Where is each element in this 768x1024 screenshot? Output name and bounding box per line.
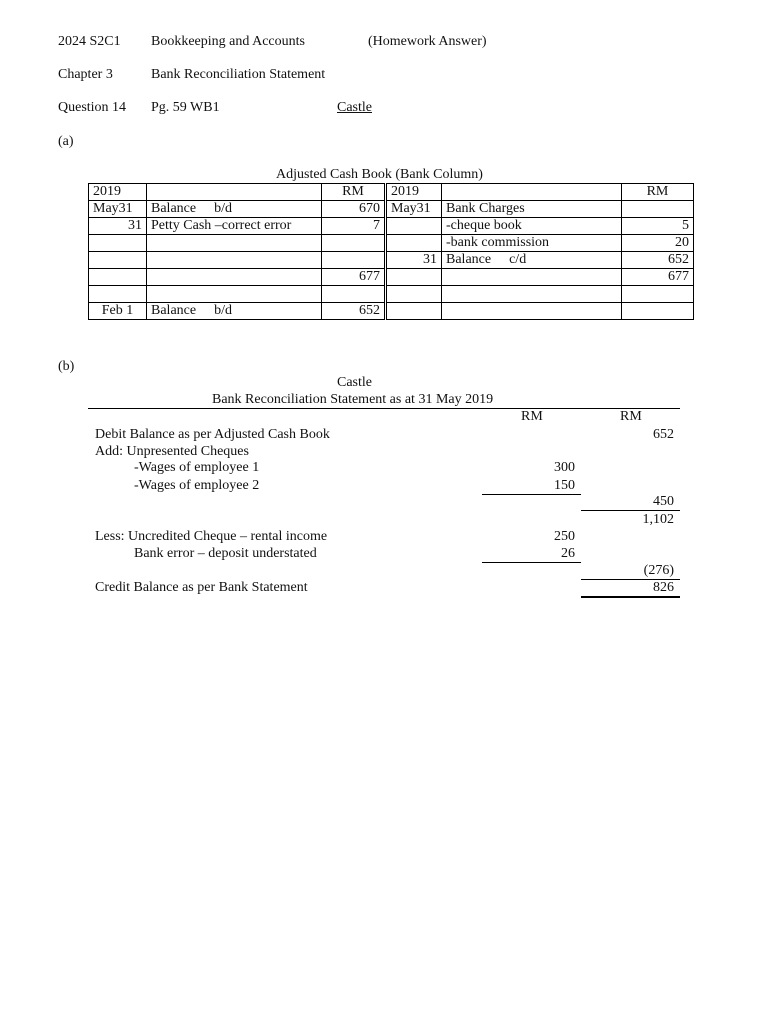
cell: May31 — [386, 201, 442, 218]
table-row — [89, 286, 694, 303]
company-name: Castle — [337, 100, 372, 115]
cell: -bank commission — [442, 235, 622, 252]
cell — [147, 235, 322, 252]
table-row — [89, 269, 694, 286]
cell — [386, 218, 442, 235]
cell — [89, 252, 147, 269]
cell: 670 — [322, 201, 386, 218]
wage-2-value: 150 — [554, 478, 575, 493]
cell: Bank Charges — [442, 201, 622, 218]
cell-text: Balance — [151, 303, 197, 318]
cell: 31 — [89, 218, 147, 235]
less-total-value: (276) — [643, 563, 674, 578]
cell — [386, 269, 442, 286]
column-header-rm: RM — [620, 409, 642, 424]
cell — [442, 269, 622, 286]
final-total-rule — [581, 596, 680, 598]
subtotal-rule — [482, 562, 581, 563]
chapter-label: Chapter 3 — [58, 67, 113, 82]
cell — [147, 286, 322, 303]
subtotal-rule — [482, 494, 581, 495]
bd-note: b/d — [214, 303, 232, 318]
cell: 5 — [622, 218, 694, 235]
cell: -cheque book — [442, 218, 622, 235]
cell: 20 — [622, 235, 694, 252]
cell — [442, 252, 622, 269]
cash-book-title: Adjusted Cash Book (Bank Column) — [276, 167, 483, 182]
cell — [147, 269, 322, 286]
cell — [322, 252, 386, 269]
wage-2-label: -Wages of employee 2 — [134, 478, 260, 493]
adjusted-cash-book-table — [88, 183, 694, 320]
cell — [89, 269, 147, 286]
cell — [442, 184, 622, 201]
cell — [322, 235, 386, 252]
chapter-title: Bank Reconciliation Statement — [151, 67, 326, 82]
cell — [147, 201, 322, 218]
column-header-rm: RM — [521, 409, 543, 424]
cell — [322, 286, 386, 303]
cell: May31 — [89, 201, 147, 218]
cell — [89, 286, 147, 303]
add-unpresented-label: Add: Unpresented Cheques — [95, 444, 249, 459]
part-b-label: (b) — [58, 359, 75, 374]
cell — [622, 303, 694, 320]
cell: 31 — [386, 252, 442, 269]
less-uncredited-label: Less: Uncredited Cheque – rental income — [95, 529, 328, 544]
credit-balance-label: Credit Balance as per Bank Statement — [95, 580, 308, 595]
title-underline — [88, 408, 680, 409]
cell — [147, 252, 322, 269]
statement-company: Castle — [337, 375, 372, 390]
document-type: (Homework Answer) — [368, 34, 487, 49]
cell — [442, 303, 622, 320]
part-a-label: (a) — [58, 134, 74, 149]
table-row — [89, 184, 694, 201]
wage-1-label: -Wages of employee 1 — [134, 460, 260, 475]
cell: Feb 1 — [89, 303, 147, 320]
cell: 7 — [322, 218, 386, 235]
question-label: Question 14 — [58, 100, 127, 115]
cell: 2019 — [386, 184, 442, 201]
cell — [386, 235, 442, 252]
statement-title: Bank Reconciliation Statement as at 31 May 2019 — [212, 392, 494, 407]
cell: Petty Cash –correct error — [147, 218, 322, 235]
table-row — [89, 235, 694, 252]
wage-1-value: 300 — [554, 460, 575, 475]
cell-text: Balance — [446, 252, 492, 267]
cell: 652 — [622, 252, 694, 269]
cell — [622, 286, 694, 303]
debit-balance-value: 652 — [653, 427, 674, 442]
cell: RM — [622, 184, 694, 201]
bank-error-label: Bank error – deposit understated — [134, 546, 317, 561]
cell: 2019 — [89, 184, 147, 201]
cell — [147, 303, 322, 320]
cell: 677 — [622, 269, 694, 286]
cell — [386, 286, 442, 303]
cell — [89, 235, 147, 252]
cell: RM — [322, 184, 386, 201]
cell: 677 — [322, 269, 386, 286]
cell — [622, 201, 694, 218]
subject: Bookkeeping and Accounts — [151, 34, 305, 49]
table-row — [89, 252, 694, 269]
debit-balance-label: Debit Balance as per Adjusted Cash Book — [95, 427, 330, 442]
cd-note: c/d — [509, 252, 527, 267]
table-row — [89, 201, 694, 218]
cell-text: Balance — [151, 201, 197, 216]
cell — [386, 303, 442, 320]
less-uncredited-value: 250 — [554, 529, 575, 544]
bank-error-value: 26 — [561, 546, 575, 561]
cell — [147, 184, 322, 201]
cell: 652 — [322, 303, 386, 320]
table-row — [89, 303, 694, 320]
subtotal-value: 1,102 — [642, 512, 674, 527]
course-code: 2024 S2C1 — [58, 34, 121, 49]
bd-note: b/d — [214, 201, 232, 216]
table-row — [89, 218, 694, 235]
credit-balance-value: 826 — [653, 580, 674, 595]
total-rule — [581, 510, 680, 511]
page-reference: Pg. 59 WB1 — [151, 100, 220, 115]
cell — [442, 286, 622, 303]
add-total-value: 450 — [653, 494, 674, 509]
